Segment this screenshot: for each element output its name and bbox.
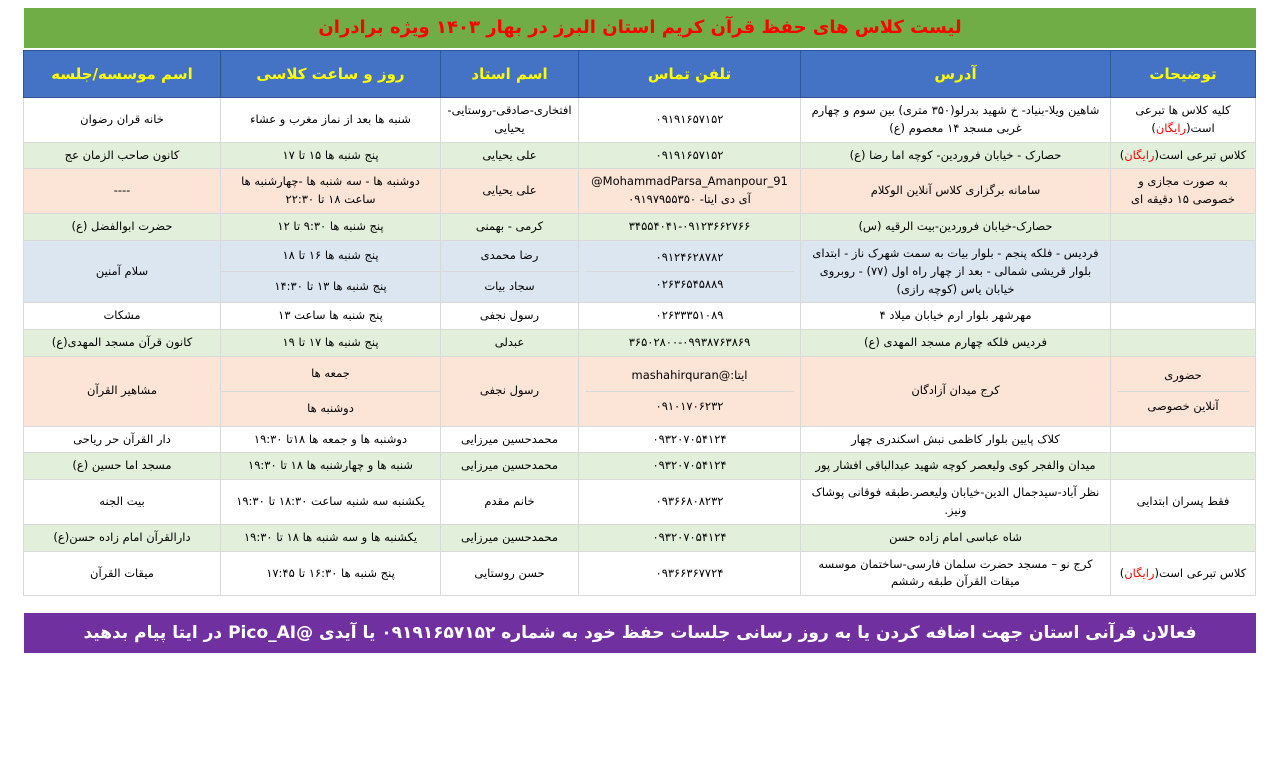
cell-schedule: پنج شنبه ها ۱۵ تا ۱۷: [221, 142, 441, 169]
cell-note: فقط پسران ابتدایی: [1111, 480, 1256, 525]
phone-secondary: ۰۲۶۳۶۵۴۵۸۸۹: [585, 271, 794, 294]
cell-schedule: پنج شنبه ها ۱۶:۳۰ تا ۱۷:۴۵: [221, 551, 441, 596]
table-row[interactable]: [24, 142, 1256, 169]
cell-institution: مسجد اما حسین (ع): [24, 453, 221, 480]
cell-note: [1111, 330, 1256, 357]
cell-note: [1111, 426, 1256, 453]
cell-note: [1111, 142, 1256, 169]
table-row[interactable]: [24, 356, 1256, 391]
table-row[interactable]: [24, 169, 1256, 214]
cell-phone: ۰۹۱۹۱۶۵۷۱۵۲: [579, 98, 801, 143]
cell-institution: مشاهیر القرآن: [24, 356, 221, 426]
table-row[interactable]: [24, 426, 1256, 453]
cell-phone: [579, 356, 801, 426]
table-row[interactable]: [24, 98, 1256, 143]
phone-text: آی دی ایتا- ۰۹۱۹۷۹۵۵۳۵۰: [628, 192, 751, 207]
note-attendance-online: آنلاین خصوصی: [1117, 391, 1249, 422]
cell-note: [1111, 214, 1256, 241]
cell-institution: ----: [24, 169, 221, 214]
cell-teacher: رسول نجفی: [441, 303, 579, 330]
column-header-phone[interactable]: تلفن تماس: [579, 51, 801, 98]
column-header-institution[interactable]: اسم موسسه/جلسه: [24, 51, 221, 98]
cell-phone: ۳۶۵۰۲۸۰۰-۰۹۹۳۸۷۶۳۸۶۹: [579, 330, 801, 357]
note-text: به صورت مجازی و خصوصی ۱۵ دقیقه ای: [1131, 174, 1235, 207]
footer-text: فعالان قرآنی استان جهت اضافه کردن یا به روز رسانی جلسات حفظ خود به شماره ۰۹۱۹۱۶۵۷۱۵۲ یا آیدی @Pico_AI در ایتا پیام بدهید: [83, 623, 1197, 643]
footer-banner: [24, 613, 1256, 653]
cell-note: [1111, 98, 1256, 143]
table-row[interactable]: [24, 524, 1256, 551]
cell-schedule: جمعه ها: [221, 356, 441, 391]
column-header-address[interactable]: آدرس: [801, 51, 1111, 98]
cell-phone: ۰۹۳۲۰۷۰۵۴۱۲۴: [579, 524, 801, 551]
cell-teacher: حسن روستایی: [441, 551, 579, 596]
messenger-id[interactable]: @MohammadParsa_Amanpour_91: [591, 174, 788, 189]
cell-phone: ۰۲۶۳۳۳۵۱۰۸۹: [579, 303, 801, 330]
cell-note: [1111, 303, 1256, 330]
cell-schedule: پنج شنبه ها ۱۳ تا ۱۴:۳۰: [221, 272, 441, 303]
cell-phone: ۰۹۱۹۱۶۵۷۱۵۲: [579, 142, 801, 169]
table-row[interactable]: [24, 551, 1256, 596]
cell-note: [1111, 551, 1256, 596]
classes-table-container: [24, 50, 1256, 596]
cell-institution: خانه قران رضوان: [24, 98, 221, 143]
table-row[interactable]: [24, 453, 1256, 480]
cell-address: حصارک - خیابان فروردین- کوچه اما رضا (ع): [801, 142, 1111, 169]
cell-phone: ۰۹۳۲۰۷۰۵۴۱۲۴: [579, 426, 801, 453]
cell-institution: کانون قرآن مسجد المهدی(ع): [24, 330, 221, 357]
phone-primary: ۰۹۱۲۴۶۲۸۷۸۲: [655, 250, 724, 265]
note-text: کلاس تبرعی است(: [1154, 147, 1247, 162]
cell-note: [1111, 453, 1256, 480]
column-header-teacher[interactable]: اسم استاد: [441, 51, 579, 98]
cell-phone: ۰۹۳۶۶۳۶۷۷۲۴: [579, 551, 801, 596]
cell-note: [1111, 240, 1256, 302]
table-row[interactable]: [24, 480, 1256, 525]
table-row[interactable]: [24, 240, 1256, 271]
cell-address: شاهین ویلا-بنیاد- خ شهید بدرلو(۳۵۰ متری) بین سوم و چهارم غربی مسجد ۱۴ معصوم (ع): [801, 98, 1111, 143]
cell-phone: ۰۹۳۶۶۸۰۸۲۳۲: [579, 480, 801, 525]
note-highlight: رایگان: [1124, 565, 1155, 580]
cell-institution: سلام آمنین: [24, 240, 221, 302]
cell-address: میدان والفجر کوی ولیعصر کوچه شهید عبدالباقی افشار پور: [801, 453, 1111, 480]
cell-teacher: علی یحیایی: [441, 142, 579, 169]
cell-institution: مشکات: [24, 303, 221, 330]
cell-phone: [579, 240, 801, 302]
note-text: کلیه کلاس ها تبرعی است(: [1135, 103, 1231, 135]
cell-schedule: دوشنبه ها و جمعه ها ۱۸تا ۱۹:۳۰: [221, 426, 441, 453]
note-suffix: ): [1119, 565, 1125, 580]
cell-schedule: دوشنبه ها - سه شنبه ها -چهارشنبه ها ساعت ۱۸ تا ۲۲:۳۰: [221, 169, 441, 214]
note-attendance-inperson: حضوری: [1164, 367, 1202, 382]
table-row[interactable]: [24, 303, 1256, 330]
cell-note: [1111, 524, 1256, 551]
cell-teacher: محمدحسین میرزایی: [441, 426, 579, 453]
cell-address: کلاک پایین بلوار کاظمی نبش اسکندری چهار: [801, 426, 1111, 453]
cell-schedule: پنج شنبه ها ۱۶ تا ۱۸: [221, 240, 441, 271]
page-title: لیست کلاس های حفظ قرآن کریم استان البرز در بهار ۱۴۰۳ ویژه برادران: [318, 17, 962, 38]
cell-address: فردیس فلکه چهارم مسجد المهدی (ع): [801, 330, 1111, 357]
cell-teacher: علی یحیایی: [441, 169, 579, 214]
cell-teacher: سجاد بیات: [441, 272, 579, 303]
cell-teacher: افتخاری-صادقی-روستایی-یحیایی: [441, 98, 579, 143]
cell-schedule: پنج شنبه ها ساعت ۱۳: [221, 303, 441, 330]
cell-institution: دارالقرآن امام زاده حسن(ع): [24, 524, 221, 551]
cell-schedule: دوشنبه ها: [221, 391, 441, 426]
column-header-note[interactable]: توضیحات: [1111, 51, 1256, 98]
cell-teacher: محمدحسین میرزایی: [441, 453, 579, 480]
cell-institution: بیت الجنه: [24, 480, 221, 525]
classes-table: [23, 50, 1256, 596]
cell-schedule: پنج شنبه ها ۹:۳۰ تا ۱۲: [221, 214, 441, 241]
phone-number: ۰۹۱۰۱۷۰۶۲۳۲: [585, 391, 794, 422]
note-highlight: رایگان: [1124, 147, 1155, 162]
cell-schedule: یکشنبه ها و سه شنبه ها ۱۸ تا ۱۹:۳۰: [221, 524, 441, 551]
cell-schedule: پنج شنبه ها ۱۷ تا ۱۹: [221, 330, 441, 357]
cell-institution: میقات القرآن: [24, 551, 221, 596]
cell-teacher: خانم مقدم: [441, 480, 579, 525]
table-row[interactable]: [24, 330, 1256, 357]
title-banner: [24, 8, 1256, 48]
cell-teacher: رسول نجفی: [441, 356, 579, 426]
cell-address: نظر آباد-سیدجمال الدین-خیابان ولیعصر.طبقه فوقانی پوشاک ونیز.: [801, 480, 1111, 525]
cell-address: فردیس - فلکه پنجم - بلوار بیات به سمت شهرک ناز - ابتدای بلوار قریشی شمالی - بعد از چهار راه اول (۷۷) - روبروی خیابان یاس (کوچه رازی): [801, 240, 1111, 302]
note-suffix: ): [1119, 147, 1125, 162]
cell-note: [1111, 169, 1256, 214]
cell-institution: حضرت ابوالفضل (ع): [24, 214, 221, 241]
cell-address: شاه عباسی امام زاده حسن: [801, 524, 1111, 551]
table-row[interactable]: [24, 214, 1256, 241]
cell-teacher: عبدلی: [441, 330, 579, 357]
cell-schedule: یکشنبه سه شنبه ساعت ۱۸:۳۰ تا ۱۹:۳۰: [221, 480, 441, 525]
cell-address: حصارک-خیابان فروردین-بیت الرقیه (س): [801, 214, 1111, 241]
cell-address: کرج میدان آزادگان: [801, 356, 1111, 426]
cell-teacher: رضا محمدی: [441, 240, 579, 271]
cell-schedule: شنبه ها و چهارشنبه ها ۱۸ تا ۱۹:۳۰: [221, 453, 441, 480]
cell-phone: ۰۹۳۲۰۷۰۵۴۱۲۴: [579, 453, 801, 480]
cell-address: سامانه برگزاری کلاس آنلاین الوکلام: [801, 169, 1111, 214]
cell-institution: دار القرآن حر ریاحی: [24, 426, 221, 453]
note-suffix: ): [1151, 120, 1156, 135]
cell-teacher: کرمی - بهمنی: [441, 214, 579, 241]
messenger-id[interactable]: ایتا:@mashahirquran: [631, 367, 748, 382]
column-header-schedule[interactable]: روز و ساعت کلاسی: [221, 51, 441, 98]
cell-phone: [579, 169, 801, 214]
note-text: کلاس تبرعی است(: [1154, 565, 1247, 580]
table-header-row: [24, 51, 1256, 98]
cell-teacher: محمدحسین میرزایی: [441, 524, 579, 551]
cell-address: مهرشهر بلوار ارم خیابان میلاد ۴: [801, 303, 1111, 330]
cell-schedule: شنبه ها بعد از نماز مغرب و عشاء: [221, 98, 441, 143]
cell-institution: کانون صاحب الزمان عج: [24, 142, 221, 169]
cell-address: کرج نو – مسجد حضرت سلمان فارسی-ساختمان موسسه میقات القرآن طبقه رششم: [801, 551, 1111, 596]
note-highlight: رایگان: [1155, 120, 1187, 135]
table-body: [24, 98, 1256, 596]
cell-note: [1111, 356, 1256, 426]
cell-phone: ۳۴۵۵۴۰۴۱-۰۹۱۲۳۶۶۲۷۶۶: [579, 214, 801, 241]
